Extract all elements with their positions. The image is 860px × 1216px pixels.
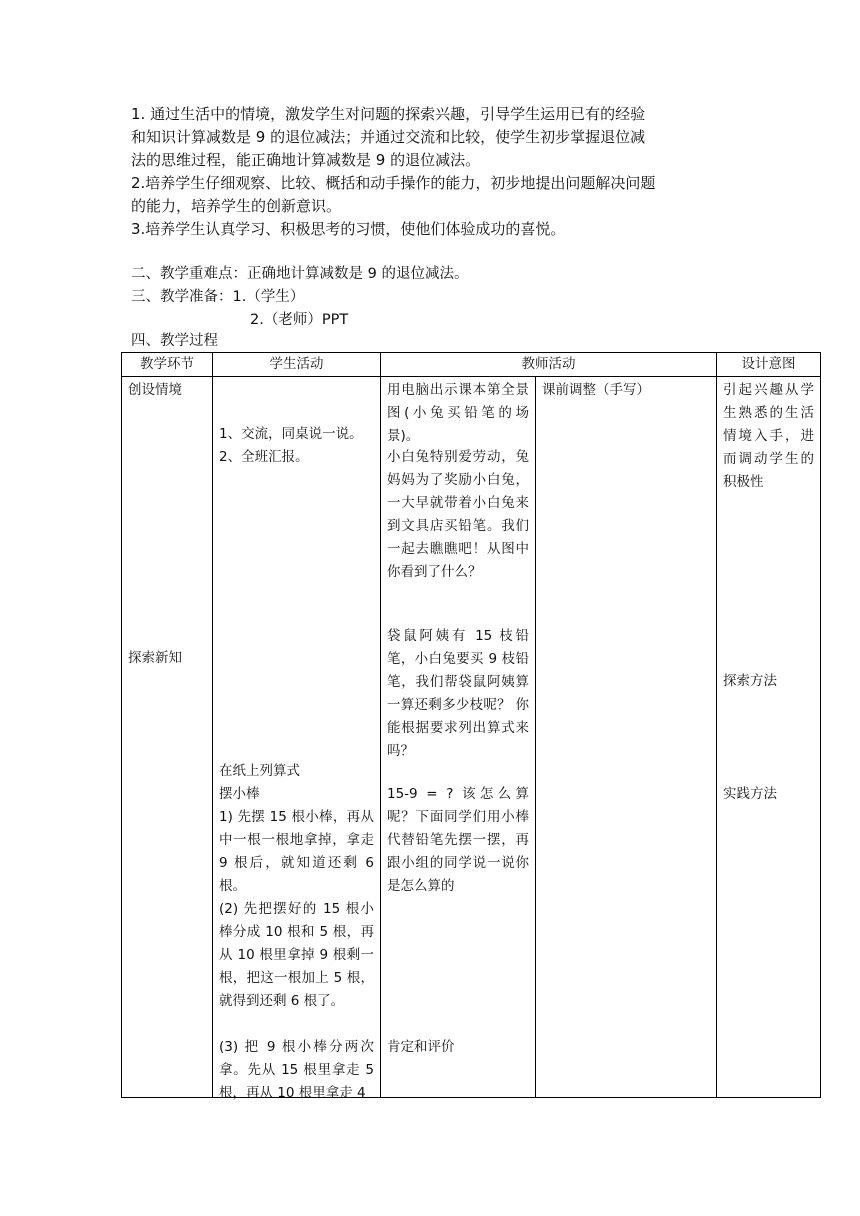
stage-cell [122, 377, 213, 1098]
key-points-heading: 二、教学重难点：正确地计算减数是 9 的退位减法。 [131, 266, 469, 282]
objective-line: 1. 通过生活中的情境，激发学生对问题的探索兴趣，引导学生运用已有的经验 [131, 105, 646, 123]
teacher-note-cell [536, 377, 717, 1098]
student-activity-4: 摆小棒 [219, 786, 260, 802]
table-header-row [122, 353, 821, 377]
student-activity-5: 1) 先摆 15 根小棒，再从中一根一根地拿掉，拿走 9 根后，就知道还剩 6 根。 [219, 809, 374, 894]
teacher-handwritten-note: 课前调整（手写） [542, 382, 650, 398]
student-cell [213, 377, 381, 1101]
table-row [122, 377, 821, 1098]
intent-1: 引起兴趣从学生熟悉的生活情境入手，进而调动学生的积极性 [723, 382, 814, 490]
objective-line: 的能力，培养学生的创新意识。 [131, 197, 342, 215]
student-activity-6: (2) 先把摆好的 15 根小棒分成 10 根和 5 根，再从 10 根里拿掉 9 根剩一根，把这一根加上 5 根，就得到还剩 6 根了。 [219, 901, 374, 1009]
preparation-heading: 三、教学准备：1.（学生） [131, 289, 305, 305]
header-student: 学生活动 [213, 353, 381, 377]
teacher-activity-4: 15-9 = ? 该怎么算呢？下面同学们用小棒代替铅笔先摆一摆，再跟小组的同学说一说你是怎么算的 [387, 786, 529, 894]
teacher-activity-1: 用电脑出示课本第全景图(小兔买铅笔的场景)。 [387, 382, 529, 444]
intent-cell [717, 377, 821, 1098]
objective-line: 3.培养学生认真学习、积极思考的习惯，使他们体验成功的喜悦。 [131, 220, 566, 238]
student-activity-2: 2、全班汇报。 [219, 449, 309, 465]
header-stage: 教学环节 [122, 353, 213, 377]
student-activity-7: (3) 把 9 根小棒分两次拿。先从 15 根里拿走 5 根，再从 10 根里拿走 4 [219, 1039, 374, 1101]
lesson-process-table [121, 352, 821, 1101]
objective-line: 2.培养学生仔细观察、比较、概括和动手操作的能力，初步地提出问题解决问题 [131, 174, 656, 192]
student-activity-1: 1、交流，同桌说一说。 [219, 426, 363, 442]
teacher-activity-3: 袋鼠阿姨有 15 枝铅笔，小白兔要买 9 枝铅笔，我们帮袋鼠阿姨算一算还剩多少枝呢？ 你能根据要求列出算式来吗？ [387, 628, 529, 759]
stage-create-situation: 创设情境 [128, 382, 182, 398]
teacher-cell [381, 377, 536, 1098]
stage-explore: 探索新知 [128, 650, 182, 666]
process-heading: 四、教学过程 [131, 333, 218, 349]
intent-2: 探索方法 [723, 673, 777, 689]
teacher-activity-2: 小白兔特别爱劳动，兔妈妈为了奖励小白兔，一大早就带着小白兔来到文具店买铅笔。我们一起去瞧瞧吧！从图中你看到了什么？ [387, 449, 529, 580]
header-intent: 设计意图 [717, 353, 821, 377]
objective-line: 法的思维过程，能正确地计算减数是 9 的退位减法。 [131, 151, 481, 169]
student-activity-3: 在纸上列算式 [219, 763, 300, 779]
header-teacher: 教师活动 [381, 353, 717, 377]
intent-3: 实践方法 [723, 786, 777, 802]
teacher-activity-5: 肯定和评价 [387, 1039, 455, 1055]
preparation-teacher: 2.（老师）PPT [250, 312, 349, 328]
objective-line: 和知识计算减数是 9 的退位减法；并通过交流和比较，使学生初步掌握退位减 [131, 128, 646, 146]
